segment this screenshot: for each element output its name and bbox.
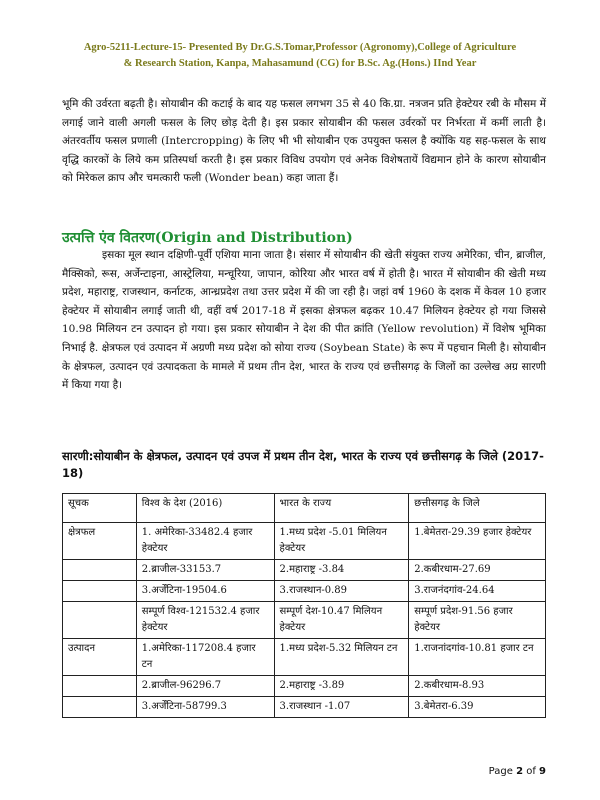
- header-line-1: Agro-5211-Lecture-15- Presented By Dr.G.S.Tomar,Professor (Agronomy),College of Agriculture: [83, 42, 517, 53]
- header-line-2: & Research Station, Kanpa, Mahasamund (CG) for B.Sc. Ag.(Hons.) IInd Year: [123, 58, 477, 69]
- table-header-cell: विश्व के देश (2016): [136, 494, 274, 523]
- page-number: 2: [516, 766, 524, 777]
- table-caption: सारणी:सोयाबीन के क्षेत्रफल, उत्पादन एवं उपज में प्रथम तीन देश, भारत के राज्य एवं छत्तीसगढ़ के जिले (2017-18): [62, 449, 544, 480]
- table-header-cell: छत्तीसगढ़ के जिले: [409, 494, 546, 523]
- table-cell: 1.अमेरिका-117208.4 हजार टन: [136, 639, 274, 676]
- table-cell: 2.कबीरधाम-27.69: [409, 560, 546, 581]
- table-cell: 2.महाराष्ट्र -3.84: [274, 560, 409, 581]
- table-cell: 3.बेमेतरा-6.39: [409, 697, 546, 718]
- table-cell: 2.महाराष्ट्र -3.89: [274, 676, 409, 697]
- table-row: [63, 602, 546, 639]
- table-row: [63, 523, 546, 560]
- table-cell: 1.मध्य प्रदेश -5.01 मिलियन हेक्टेयर: [274, 523, 409, 560]
- table-row: [63, 697, 546, 718]
- table-cell: 2.कबीरधाम-8.93: [409, 676, 546, 697]
- paragraph-2-text: इसका मूल स्थान दक्षिणी-पूर्वी एशिया माना जाता है। संसार में सोयाबीन की खेती संयुक्त राज्य अमेरिका, चीन, ब्राजील, मैक्सिको, रूस, अर्जेन्टाइना, आस्ट्रेलिया, मन्चूरिया, जापान, कोरिया और भारत वर्ष में होती है। भारत में सोयाबीन की खेती मध्य प्रदेश, महाराष्ट्र, राजस्थान, कर्नाटक, आन्ध्रप्रदेश तथा उत्तर प्रदेश में की जा रही है। जहां वर्ष 1960 के दशक में केवल 10 हजार हेक्टेयर में सोयाबीन लगाई जाती थी, वहीं वर्ष 2017-18 में इसका क्षेत्रफल बढ़कर 10.47 मिलियन हेक्टेयर हो गया जिससे 10.98 मिलियन टन उत्पादन हो गया। इस प्रकार सोयाबीन ने देश की पीत क्रांति (Yellow revolution) में विशेष भूमिका निभाई है. क्षेत्रफल एवं उत्पादन में अग्रणी मध्य प्रदेश को सोया राज्य (Soybean State) के रूप में पहचान मिली है। सोयाबीन के क्षेत्रफल, उत्पादन एवं उत्पादकता के मामले में प्रथम तीन देश, भारत के राज्य एवं छत्तीसगढ़ के जिलों का उल्लेख अग्र सारणी में किया गया है।: [62, 249, 546, 392]
- page-total: 9: [539, 766, 546, 777]
- table-header-row: [63, 494, 546, 523]
- table-row: [63, 560, 546, 581]
- table-cell: 1.बेमेतरा-29.39 हजार हेक्टेयर: [409, 523, 546, 560]
- of-word: of: [523, 766, 540, 777]
- paragraph-1-text: भूमि की उर्वरता बढ़ती है। सोयाबीन की कटाई के बाद यह फसल लगभग 35 से 40 कि.ग्रा. नत्रजन प्रति हेक्टेयर रबी के मौसम में लगाई जाने वाली अगली फसल के लिए छोड़ देती है। इस प्रकार सोयाबीन की फसल उर्वरकों पर निर्भरता में कमीं लाती है। अंतरवर्तीय फसल प्रणाली (Intercropping) के लिए भी भी सोयाबीन एक उपयुक्त फसल है क्योंकि यह सह-फसल के साथ वृद्धि कारकों के लिये कम प्रतिस्पर्धा करती है। इस प्रकार विविध उपयोग एवं अनेक विशेषतायें विद्यमान होने के कारण सोयाबीन को मिरेकल क्राप और चमत्कारी फली (Wonder bean) कहा जाता हैं।: [62, 98, 546, 185]
- soybean-table: [62, 493, 546, 718]
- table-cell: 3.राजनंदगांव-24.64: [409, 581, 546, 602]
- table-cell: [63, 581, 137, 602]
- table-cell: सम्पूर्ण विश्व-121532.4 हजार हेक्टेयर: [136, 602, 274, 639]
- table-cell: सम्पूर्ण देश-10.47 मिलियन हेक्टेयर: [274, 602, 409, 639]
- table-row: [63, 639, 546, 676]
- table-cell: 3.राजस्थान -1.07: [274, 697, 409, 718]
- table-cell: 1.राजनांदगांव-10.81 हजार टन: [409, 639, 546, 676]
- table-cell: सम्पूर्ण प्रदेश-91.56 हजार हेक्टेयर: [409, 602, 546, 639]
- body-paragraph-2: [62, 246, 546, 395]
- table-cell: [63, 602, 137, 639]
- section-heading: उत्पत्ति एंव वितरण(Origin and Distribution): [62, 230, 353, 246]
- page-word: Page: [488, 766, 517, 777]
- table-header-cell: भारत के राज्य: [274, 494, 409, 523]
- table-cell: 3.राजस्थान-0.89: [274, 581, 409, 602]
- table-cell: [63, 560, 137, 581]
- table-cell: 2.ब्राजील-33153.7: [136, 560, 274, 581]
- table-row: [63, 676, 546, 697]
- table-cell: क्षेत्रफल: [63, 523, 137, 560]
- table-cell: 1. अमेरिका-33482.4 हजार हेक्टेयर: [136, 523, 274, 560]
- table-cell: 2.ब्राजील-96296.7: [136, 676, 274, 697]
- page-footer: [400, 766, 546, 777]
- table-cell: [63, 697, 137, 718]
- body-paragraph-1: [62, 95, 546, 188]
- table-cell: [63, 676, 137, 697]
- table-cell: उत्पादन: [63, 639, 137, 676]
- table-row: [63, 581, 546, 602]
- table-header-cell: सूचक: [63, 494, 137, 523]
- table-cell: 1.मध्य प्रदेश-5.32 मिलियन टन: [274, 639, 409, 676]
- table-cell: 3.अर्जेंटिना-19504.6: [136, 581, 274, 602]
- page-header: [40, 40, 560, 72]
- table-cell: 3.अर्जेंटिना-58799.3: [136, 697, 274, 718]
